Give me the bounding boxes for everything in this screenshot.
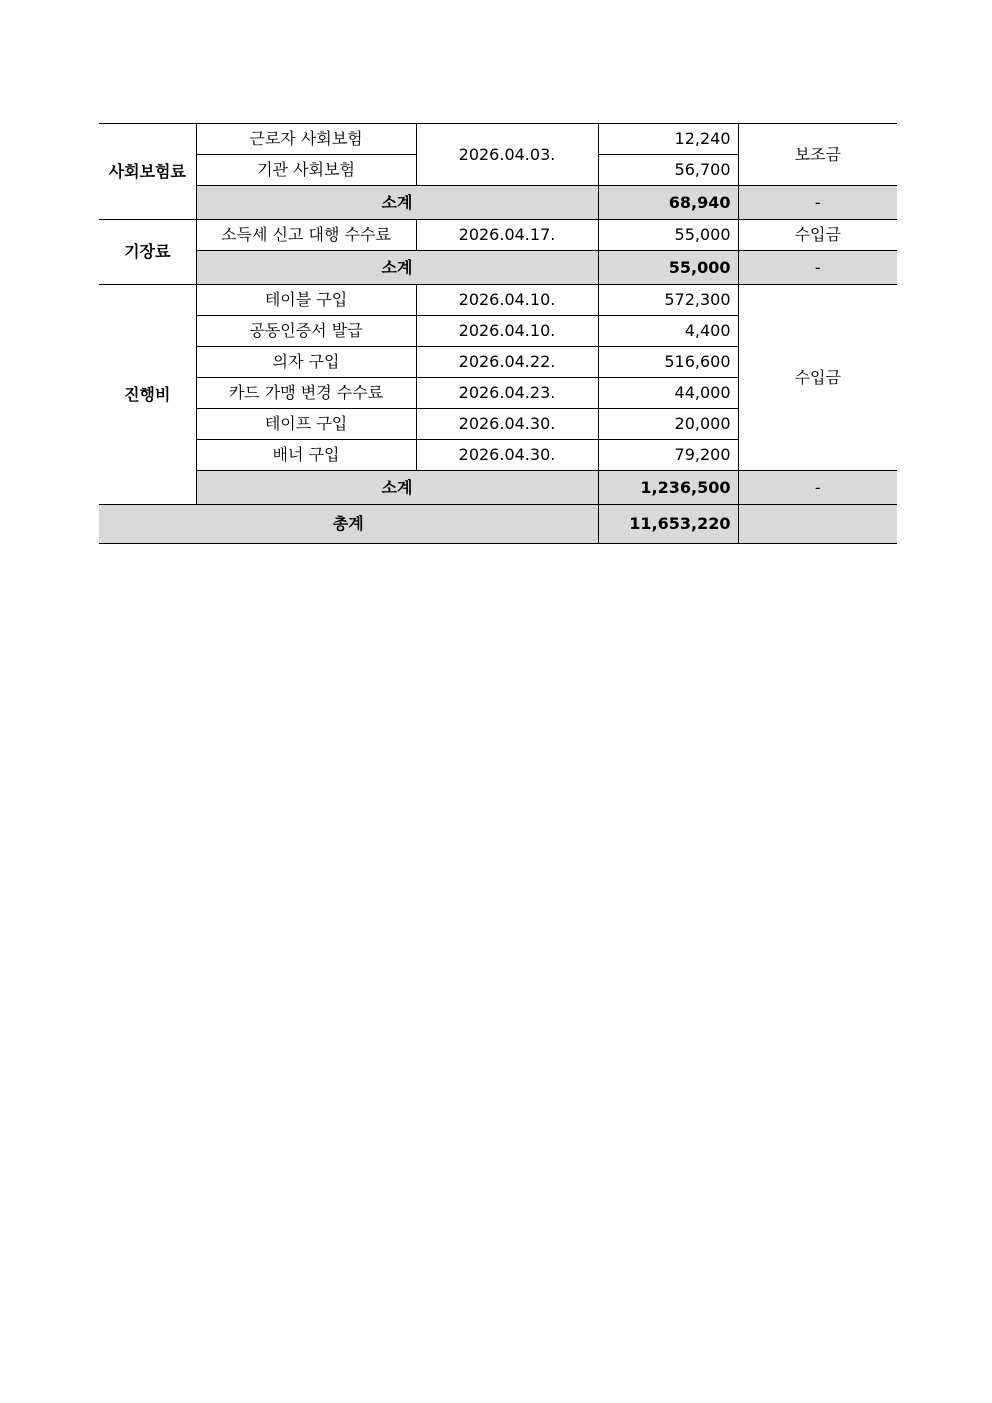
amount-cell: 572,300 xyxy=(598,285,738,316)
item-cell: 배너 구입 xyxy=(196,440,416,471)
expense-table xyxy=(99,123,897,544)
amount-cell: 20,000 xyxy=(598,409,738,440)
category-cell: 기장료 xyxy=(99,220,196,285)
date-cell: 2026.04.22. xyxy=(416,347,598,378)
item-cell: 테이프 구입 xyxy=(196,409,416,440)
source-cell: 보조금 xyxy=(738,124,897,186)
item-cell: 카드 가맹 변경 수수료 xyxy=(196,378,416,409)
total-source xyxy=(738,505,897,544)
item-cell: 의자 구입 xyxy=(196,347,416,378)
date-cell: 2026.04.03. xyxy=(416,124,598,186)
amount-cell: 56,700 xyxy=(598,155,738,186)
table-row xyxy=(99,124,897,155)
date-cell: 2026.04.30. xyxy=(416,440,598,471)
total-amount: 11,653,220 xyxy=(598,505,738,544)
amount-cell: 44,000 xyxy=(598,378,738,409)
subtotal-amount: 55,000 xyxy=(598,251,738,285)
amount-cell: 55,000 xyxy=(598,220,738,251)
date-cell: 2026.04.23. xyxy=(416,378,598,409)
item-cell: 테이블 구입 xyxy=(196,285,416,316)
item-cell: 근로자 사회보험 xyxy=(196,124,416,155)
subtotal-label: 소계 xyxy=(196,471,598,505)
subtotal-source: - xyxy=(738,251,897,285)
amount-cell: 516,600 xyxy=(598,347,738,378)
subtotal-label: 소계 xyxy=(196,251,598,285)
item-cell: 소득세 신고 대행 수수료 xyxy=(196,220,416,251)
subtotal-source: - xyxy=(738,471,897,505)
amount-cell: 79,200 xyxy=(598,440,738,471)
subtotal-amount: 1,236,500 xyxy=(598,471,738,505)
table-row xyxy=(99,285,897,316)
item-cell: 공동인증서 발급 xyxy=(196,316,416,347)
subtotal-label: 소계 xyxy=(196,186,598,220)
subtotal-row xyxy=(99,471,897,505)
amount-cell: 12,240 xyxy=(598,124,738,155)
subtotal-amount: 68,940 xyxy=(598,186,738,220)
category-cell: 사회보험료 xyxy=(99,124,196,220)
subtotal-row xyxy=(99,186,897,220)
amount-cell: 4,400 xyxy=(598,316,738,347)
source-cell: 수입금 xyxy=(738,285,897,471)
subtotal-source: - xyxy=(738,186,897,220)
item-cell: 기관 사회보험 xyxy=(196,155,416,186)
source-cell: 수입금 xyxy=(738,220,897,251)
table-row xyxy=(99,220,897,251)
date-cell: 2026.04.17. xyxy=(416,220,598,251)
date-cell: 2026.04.10. xyxy=(416,316,598,347)
date-cell: 2026.04.30. xyxy=(416,409,598,440)
total-label: 총계 xyxy=(99,505,598,544)
subtotal-row xyxy=(99,251,897,285)
category-cell: 진행비 xyxy=(99,285,196,505)
total-row xyxy=(99,505,897,544)
date-cell: 2026.04.10. xyxy=(416,285,598,316)
